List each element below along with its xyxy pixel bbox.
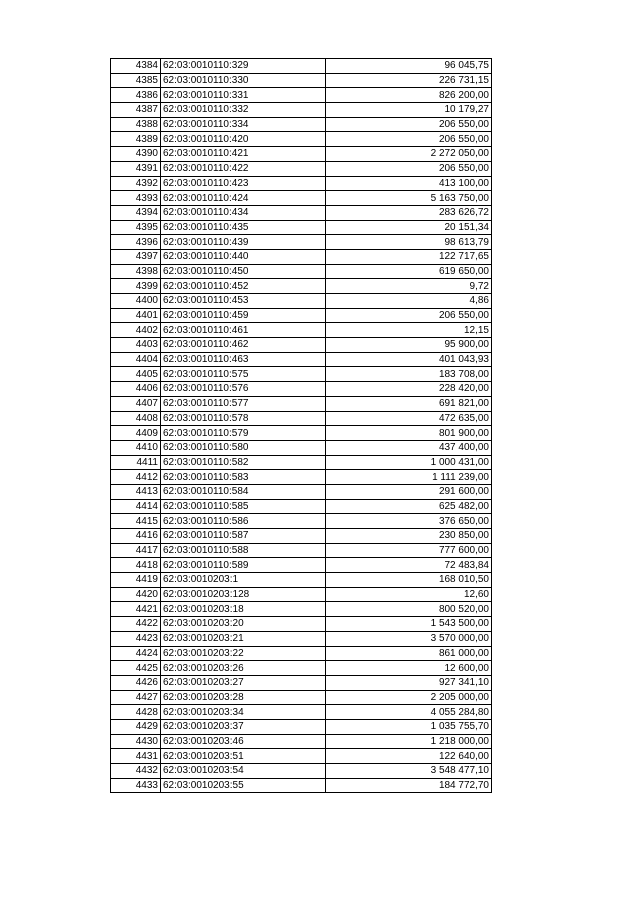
row-number-cell: 4385 (111, 73, 161, 88)
cadastral-value-cell: 3 570 000,00 (326, 631, 492, 646)
table-row (111, 147, 492, 162)
table-row (111, 249, 492, 264)
cadastral-number-cell: 62:03:0010203:46 (161, 734, 326, 749)
cadastral-number-cell: 62:03:0010110:440 (161, 249, 326, 264)
cadastral-number-cell: 62:03:0010203:55 (161, 778, 326, 793)
cadastral-number-cell: 62:03:0010203:128 (161, 587, 326, 602)
row-number-cell: 4424 (111, 646, 161, 661)
table-row (111, 367, 492, 382)
cadastral-number-cell: 62:03:0010110:463 (161, 352, 326, 367)
row-number-cell: 4412 (111, 470, 161, 485)
row-number-cell: 4398 (111, 264, 161, 279)
table-row (111, 558, 492, 573)
table-row (111, 205, 492, 220)
row-number-cell: 4429 (111, 719, 161, 734)
cadastral-value-cell: 3 548 477,10 (326, 764, 492, 779)
cadastral-number-cell: 62:03:0010110:588 (161, 543, 326, 558)
cadastral-number-cell: 62:03:0010203:37 (161, 719, 326, 734)
row-number-cell: 4423 (111, 631, 161, 646)
table-row (111, 382, 492, 397)
table-row (111, 294, 492, 309)
table-row (111, 132, 492, 147)
cadastral-value-cell: 691 821,00 (326, 396, 492, 411)
cadastral-number-cell: 62:03:0010110:420 (161, 132, 326, 147)
table-row (111, 602, 492, 617)
cadastral-value-cell: 206 550,00 (326, 117, 492, 132)
table-row (111, 514, 492, 529)
cadastral-number-cell: 62:03:0010110:421 (161, 147, 326, 162)
table-row (111, 690, 492, 705)
table-row (111, 117, 492, 132)
cadastral-number-cell: 62:03:0010110:331 (161, 88, 326, 103)
cadastral-value-cell: 2 272 050,00 (326, 147, 492, 162)
cadastral-value-cell: 1 111 239,00 (326, 470, 492, 485)
table-body (111, 59, 492, 793)
cadastral-value-cell: 206 550,00 (326, 132, 492, 147)
row-number-cell: 4410 (111, 440, 161, 455)
cadastral-value-cell: 283 626,72 (326, 205, 492, 220)
row-number-cell: 4384 (111, 59, 161, 74)
cadastral-value-cell: 230 850,00 (326, 529, 492, 544)
cadastral-number-cell: 62:03:0010203:28 (161, 690, 326, 705)
cadastral-value-cell: 206 550,00 (326, 161, 492, 176)
table-row (111, 764, 492, 779)
cadastral-number-cell: 62:03:0010203:54 (161, 764, 326, 779)
table-row (111, 587, 492, 602)
row-number-cell: 4432 (111, 764, 161, 779)
table-row (111, 749, 492, 764)
row-number-cell: 4396 (111, 235, 161, 250)
cadastral-number-cell: 62:03:0010110:422 (161, 161, 326, 176)
table-row (111, 264, 492, 279)
cadastral-number-cell: 62:03:0010110:439 (161, 235, 326, 250)
cadastral-number-cell: 62:03:0010110:423 (161, 176, 326, 191)
cadastral-value-cell: 625 482,00 (326, 499, 492, 514)
cadastral-value-cell: 12,60 (326, 587, 492, 602)
cadastral-number-cell: 62:03:0010203:27 (161, 675, 326, 690)
cadastral-number-cell: 62:03:0010110:580 (161, 440, 326, 455)
table-row (111, 631, 492, 646)
cadastral-value-cell: 5 163 750,00 (326, 191, 492, 206)
row-number-cell: 4428 (111, 705, 161, 720)
table-row (111, 484, 492, 499)
table-row (111, 661, 492, 676)
row-number-cell: 4416 (111, 529, 161, 544)
table-row (111, 161, 492, 176)
cadastral-number-cell: 62:03:0010110:329 (161, 59, 326, 74)
cadastral-number-cell: 62:03:0010110:583 (161, 470, 326, 485)
cadastral-value-cell: 861 000,00 (326, 646, 492, 661)
row-number-cell: 4399 (111, 279, 161, 294)
row-number-cell: 4427 (111, 690, 161, 705)
table-row (111, 220, 492, 235)
row-number-cell: 4406 (111, 382, 161, 397)
cadastral-value-cell: 619 650,00 (326, 264, 492, 279)
row-number-cell: 4413 (111, 484, 161, 499)
cadastral-number-cell: 62:03:0010110:461 (161, 323, 326, 338)
cadastral-value-cell: 12,15 (326, 323, 492, 338)
cadastral-value-cell: 9,72 (326, 279, 492, 294)
row-number-cell: 4425 (111, 661, 161, 676)
row-number-cell: 4400 (111, 294, 161, 309)
cadastral-value-cell: 1 218 000,00 (326, 734, 492, 749)
row-number-cell: 4407 (111, 396, 161, 411)
row-number-cell: 4386 (111, 88, 161, 103)
cadastral-value-cell: 413 100,00 (326, 176, 492, 191)
cadastral-number-cell: 62:03:0010110:589 (161, 558, 326, 573)
row-number-cell: 4403 (111, 338, 161, 353)
table-row (111, 279, 492, 294)
cadastral-value-cell: 291 600,00 (326, 484, 492, 499)
row-number-cell: 4404 (111, 352, 161, 367)
row-number-cell: 4417 (111, 543, 161, 558)
cadastral-number-cell: 62:03:0010110:585 (161, 499, 326, 514)
table-row (111, 675, 492, 690)
cadastral-value-cell: 12 600,00 (326, 661, 492, 676)
table-row (111, 191, 492, 206)
cadastral-value-cell: 72 483,84 (326, 558, 492, 573)
table-row (111, 59, 492, 74)
table-row (111, 88, 492, 103)
row-number-cell: 4401 (111, 308, 161, 323)
table-row (111, 323, 492, 338)
cadastral-number-cell: 62:03:0010110:584 (161, 484, 326, 499)
table-row (111, 719, 492, 734)
cadastral-number-cell: 62:03:0010110:586 (161, 514, 326, 529)
cadastral-value-cell: 96 045,75 (326, 59, 492, 74)
cadastral-number-cell: 62:03:0010110:332 (161, 103, 326, 118)
table-row (111, 573, 492, 588)
cadastral-number-cell: 62:03:0010203:34 (161, 705, 326, 720)
row-number-cell: 4418 (111, 558, 161, 573)
cadastral-value-cell: 206 550,00 (326, 308, 492, 323)
cadastral-value-cell: 226 731,15 (326, 73, 492, 88)
cadastral-number-cell: 62:03:0010110:462 (161, 338, 326, 353)
cadastral-number-cell: 62:03:0010110:334 (161, 117, 326, 132)
row-number-cell: 4393 (111, 191, 161, 206)
table-row (111, 705, 492, 720)
cadastral-number-cell: 62:03:0010110:450 (161, 264, 326, 279)
cadastral-value-cell: 4,86 (326, 294, 492, 309)
row-number-cell: 4397 (111, 249, 161, 264)
cadastral-value-cell: 184 772,70 (326, 778, 492, 793)
row-number-cell: 4405 (111, 367, 161, 382)
table-row (111, 338, 492, 353)
row-number-cell: 4430 (111, 734, 161, 749)
row-number-cell: 4414 (111, 499, 161, 514)
row-number-cell: 4390 (111, 147, 161, 162)
cadastral-value-cell: 20 151,34 (326, 220, 492, 235)
table-row (111, 396, 492, 411)
row-number-cell: 4389 (111, 132, 161, 147)
cadastral-value-cell: 826 200,00 (326, 88, 492, 103)
cadastral-value-cell: 10 179,27 (326, 103, 492, 118)
table-row (111, 499, 492, 514)
cadastral-value-cell: 800 520,00 (326, 602, 492, 617)
cadastral-value-cell: 95 900,00 (326, 338, 492, 353)
cadastral-number-cell: 62:03:0010110:330 (161, 73, 326, 88)
cadastral-number-cell: 62:03:0010203:51 (161, 749, 326, 764)
row-number-cell: 4420 (111, 587, 161, 602)
cadastral-value-cell: 98 613,79 (326, 235, 492, 250)
table-row (111, 734, 492, 749)
cadastral-value-cell: 4 055 284,80 (326, 705, 492, 720)
table-row (111, 103, 492, 118)
cadastral-number-cell: 62:03:0010110:453 (161, 294, 326, 309)
cadastral-number-cell: 62:03:0010203:21 (161, 631, 326, 646)
row-number-cell: 4421 (111, 602, 161, 617)
cadastral-number-cell: 62:03:0010203:1 (161, 573, 326, 588)
cadastral-value-cell: 1 543 500,00 (326, 617, 492, 632)
cadastral-value-cell: 1 000 431,00 (326, 455, 492, 470)
cadastral-number-cell: 62:03:0010203:20 (161, 617, 326, 632)
table-row (111, 455, 492, 470)
row-number-cell: 4426 (111, 675, 161, 690)
table-row (111, 411, 492, 426)
table-row (111, 308, 492, 323)
row-number-cell: 4411 (111, 455, 161, 470)
table-row (111, 352, 492, 367)
table-row (111, 529, 492, 544)
cadastral-value-cell: 168 010,50 (326, 573, 492, 588)
cadastral-value-cell: 927 341,10 (326, 675, 492, 690)
row-number-cell: 4394 (111, 205, 161, 220)
cadastral-number-cell: 62:03:0010110:452 (161, 279, 326, 294)
row-number-cell: 4419 (111, 573, 161, 588)
row-number-cell: 4402 (111, 323, 161, 338)
row-number-cell: 4415 (111, 514, 161, 529)
cadastral-value-cell: 801 900,00 (326, 426, 492, 441)
cadastral-number-cell: 62:03:0010110:577 (161, 396, 326, 411)
table-row (111, 778, 492, 793)
cadastral-value-table (110, 58, 492, 793)
table-row (111, 426, 492, 441)
cadastral-value-cell: 1 035 755,70 (326, 719, 492, 734)
cadastral-value-cell: 437 400,00 (326, 440, 492, 455)
table-row (111, 470, 492, 485)
row-number-cell: 4387 (111, 103, 161, 118)
cadastral-value-cell: 401 043,93 (326, 352, 492, 367)
cadastral-number-cell: 62:03:0010110:587 (161, 529, 326, 544)
cadastral-value-cell: 228 420,00 (326, 382, 492, 397)
cadastral-number-cell: 62:03:0010110:579 (161, 426, 326, 441)
row-number-cell: 4395 (111, 220, 161, 235)
row-number-cell: 4391 (111, 161, 161, 176)
row-number-cell: 4409 (111, 426, 161, 441)
table-row (111, 73, 492, 88)
row-number-cell: 4433 (111, 778, 161, 793)
cadastral-value-cell: 472 635,00 (326, 411, 492, 426)
cadastral-value-cell: 376 650,00 (326, 514, 492, 529)
cadastral-number-cell: 62:03:0010203:18 (161, 602, 326, 617)
cadastral-value-cell: 777 600,00 (326, 543, 492, 558)
row-number-cell: 4408 (111, 411, 161, 426)
cadastral-value-cell: 122 717,65 (326, 249, 492, 264)
table-row (111, 176, 492, 191)
cadastral-number-cell: 62:03:0010110:578 (161, 411, 326, 426)
cadastral-number-cell: 62:03:0010110:435 (161, 220, 326, 235)
cadastral-value-cell: 2 205 000,00 (326, 690, 492, 705)
cadastral-number-cell: 62:03:0010110:434 (161, 205, 326, 220)
row-number-cell: 4422 (111, 617, 161, 632)
cadastral-number-cell: 62:03:0010203:26 (161, 661, 326, 676)
cadastral-value-cell: 183 708,00 (326, 367, 492, 382)
table-row (111, 543, 492, 558)
table-row (111, 235, 492, 250)
cadastral-number-cell: 62:03:0010110:424 (161, 191, 326, 206)
cadastral-number-cell: 62:03:0010203:22 (161, 646, 326, 661)
cadastral-number-cell: 62:03:0010110:459 (161, 308, 326, 323)
row-number-cell: 4388 (111, 117, 161, 132)
table-row (111, 646, 492, 661)
cadastral-number-cell: 62:03:0010110:582 (161, 455, 326, 470)
row-number-cell: 4431 (111, 749, 161, 764)
table-row (111, 617, 492, 632)
table-row (111, 440, 492, 455)
cadastral-number-cell: 62:03:0010110:576 (161, 382, 326, 397)
cadastral-number-cell: 62:03:0010110:575 (161, 367, 326, 382)
row-number-cell: 4392 (111, 176, 161, 191)
cadastral-value-cell: 122 640,00 (326, 749, 492, 764)
